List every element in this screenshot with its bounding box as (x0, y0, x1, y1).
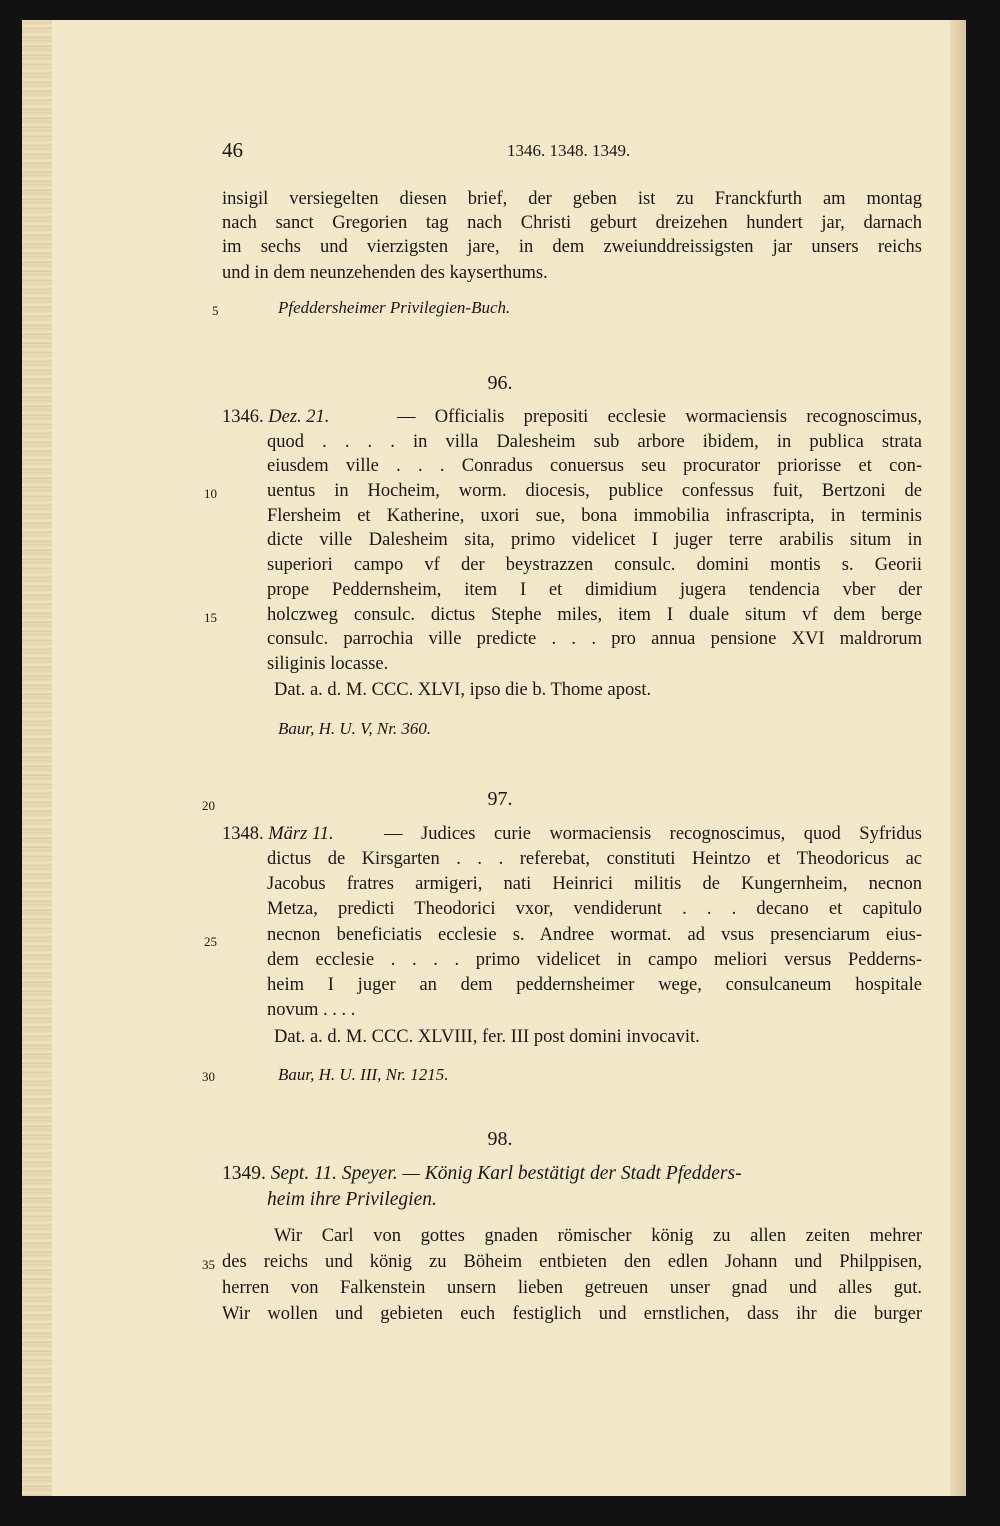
document-date (222, 825, 334, 844)
page-edge-left (22, 20, 52, 1496)
doc-line: des reichs und könig zu Böheim entbieten den edlen Johann und Philppisen, (222, 1252, 922, 1272)
line-number: 20 (202, 798, 215, 813)
line-number: 5 (212, 303, 219, 318)
date-year: 1346. (222, 407, 264, 427)
doc-line: novum . . . . (267, 1000, 356, 1020)
doc-line: — Judices curie wormaciensis recognoscimus, quod Syfridus (384, 824, 922, 844)
intro-line: insigil versiegelten diesen brief, der geben ist zu Franckfurth am montag (222, 189, 922, 209)
intro-line: nach sanct Gregorien tag nach Christi geburt dreizehen hundert jar, darnach (222, 213, 922, 233)
doc-line: Jacobus fratres armigeri, nati Heinrici militis de Kungernheim, necnon (267, 874, 922, 894)
dating-clause: Dat. a. d. M. CCC. XLVI, ipso die b. Thome apost. (274, 680, 652, 700)
date-day: März 11. (268, 824, 334, 844)
doc-line: Flersheim et Katherine, uxori sue, bona immobilia infrascripta, in terminis (267, 506, 922, 526)
intro-line: und in dem neunzehenden des kayserthums. (222, 263, 548, 283)
doc-line: prope Peddernsheim, item I et dimidium jugera tendencia vber der (267, 580, 922, 600)
doc-line: Wir Carl von gottes gnaden römischer könig zu allen zeiten mehrer (274, 1226, 922, 1246)
doc-line: siliginis locasse. (267, 654, 389, 674)
line-number: 30 (202, 1069, 215, 1084)
date-day: Dez. 21. (268, 407, 330, 427)
doc-line: heim I juger an dem peddernsheimer wege, consulcaneum hospitale (267, 975, 922, 995)
page-edge-right (950, 20, 966, 1496)
source-citation: Pfeddersheimer Privilegien-Buch. (278, 298, 511, 317)
doc-line: dicte ville Dalesheim sita, primo videlicet I juger terre arabilis situm in (267, 530, 922, 550)
line-number: 15 (204, 610, 217, 625)
source-citation: Baur, H. U. V, Nr. 360. (278, 719, 432, 738)
doc-line: eiusdem ville . . . Conradus conuersus seu procurator priorisse et con- (267, 456, 922, 476)
document-number: 98. (487, 1128, 513, 1150)
doc-line: uentus in Hocheim, worm. diocesis, publice confessus fuit, Bertzoni de (267, 481, 922, 501)
doc-line: superiori campo vf der beystrazzen consulc. domini montis s. Georii (267, 555, 922, 575)
document-number: 96. (487, 372, 513, 394)
intro-line: im sechs und vierzigsten jare, in dem zweiunddreissigsten jar unsers reichs (222, 237, 922, 257)
page-number: 46 (222, 138, 243, 162)
book-page (22, 20, 966, 1496)
document-summary: heim ihre Privilegien. (267, 1189, 437, 1210)
doc-line: Wir wollen und gebieten euch festiglich und ernstlichen, dass ihr die burger (222, 1304, 922, 1324)
running-header: 1346. 1348. 1349. (507, 141, 631, 160)
doc-line: — Officialis prepositi ecclesie wormaciensis recognoscimus, (397, 407, 922, 427)
doc-line: Metza, predicti Theodorici vxor, vendiderunt . . . decano et capitulo (267, 899, 922, 919)
document-date (222, 408, 329, 427)
document-heading (222, 1164, 742, 1184)
doc-line: herren von Falkenstein unsern lieben getreuen unser gnad und alles gut. (222, 1278, 922, 1298)
doc-line: consulc. parrochia ville predicte . . . pro annua pensione XVI maldrorum (267, 629, 922, 649)
doc-line: holczweg consulc. dictus Stephe miles, item I duale situm vf dem berge (267, 605, 922, 625)
doc-line: necnon beneficiatis ecclesie s. Andree wormat. ad vsus presenciarum eius- (267, 925, 922, 945)
doc-line: quod . . . . in villa Dalesheim sub arbore ibidem, in publica strata (267, 432, 922, 452)
line-number: 25 (204, 934, 217, 949)
line-number: 35 (202, 1257, 215, 1272)
source-citation: Baur, H. U. III, Nr. 1215. (278, 1065, 449, 1084)
date-year: 1349. (222, 1163, 266, 1184)
document-number: 97. (487, 788, 513, 810)
dating-clause: Dat. a. d. M. CCC. XLVIII, fer. III post domini invocavit. (274, 1027, 700, 1047)
doc-line: dictus de Kirsgarten . . . referebat, constituti Heintzo et Theodoricus ac (267, 849, 922, 869)
line-number: 10 (204, 486, 217, 501)
doc-line: dem ecclesie . . . . primo videlicet in campo meliori versus Pedderns- (267, 950, 922, 970)
date-and-summary: Sept. 11. Speyer. — König Karl bestätigt der Stadt Pfedders- (270, 1163, 742, 1184)
date-year: 1348. (222, 824, 264, 844)
